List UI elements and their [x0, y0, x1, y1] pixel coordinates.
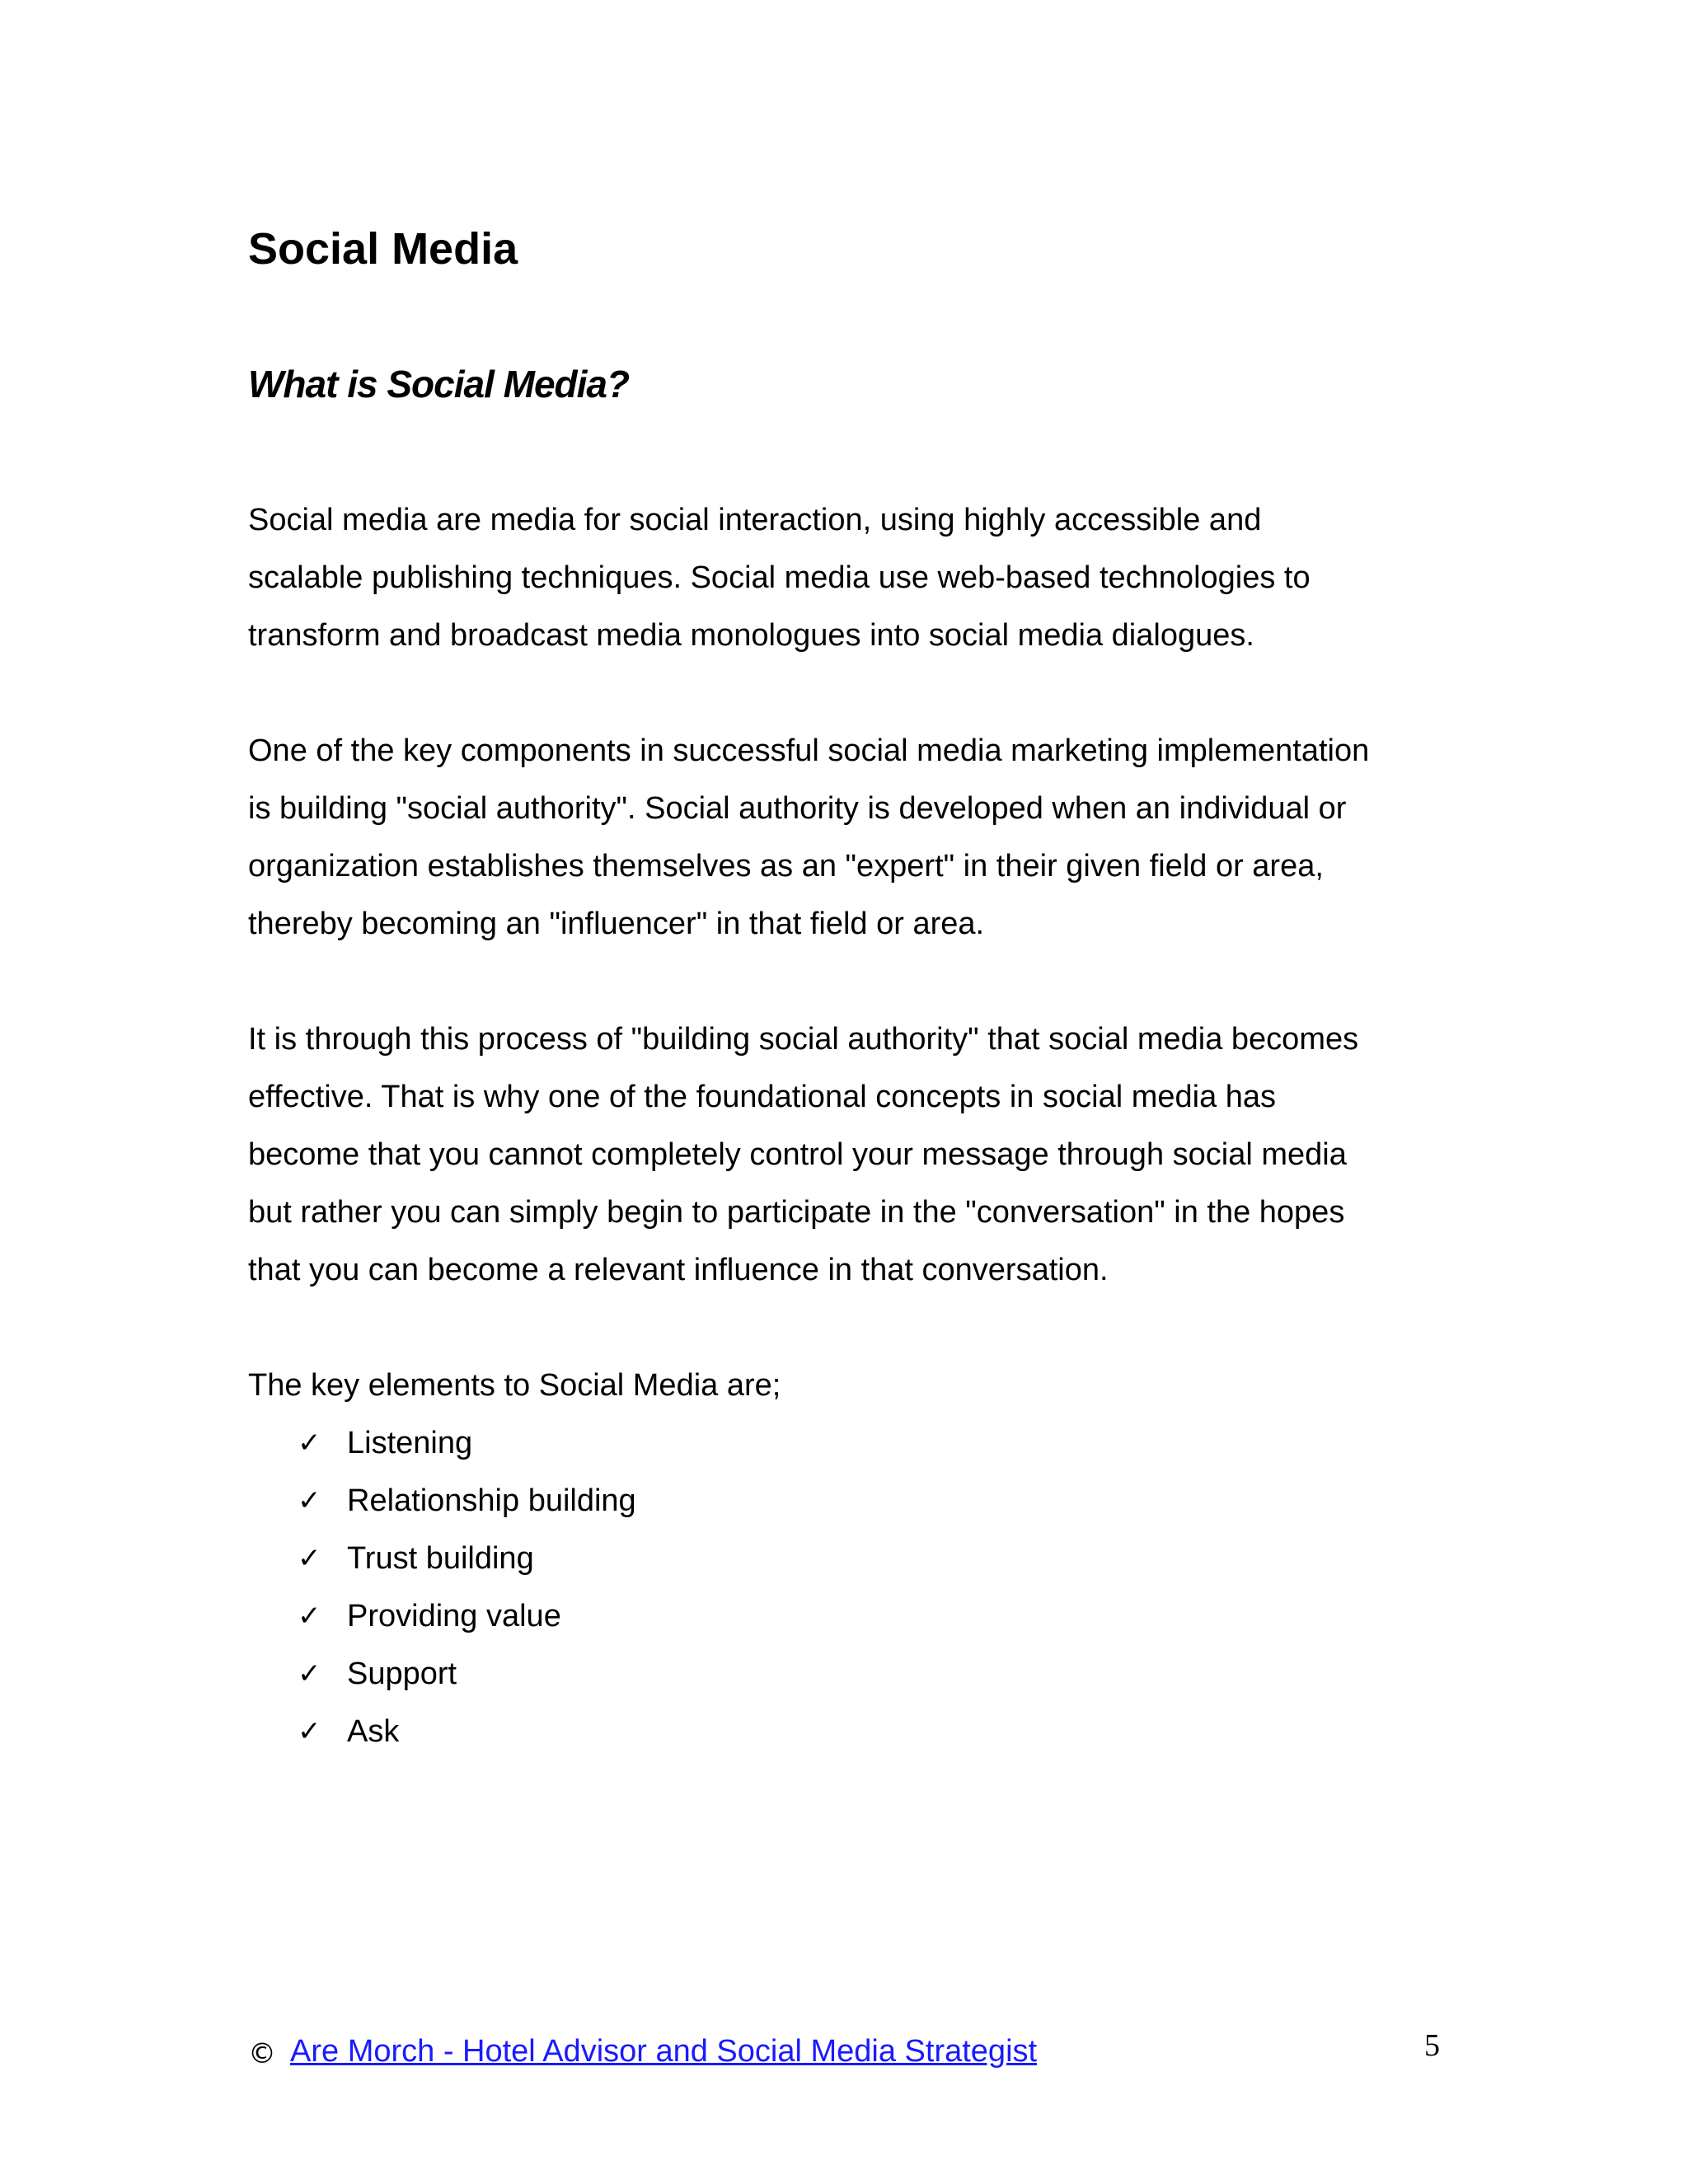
list-item	[248, 1530, 1460, 1587]
list-item	[248, 1414, 1460, 1472]
list-item	[248, 1703, 1460, 1760]
list-item-label: Providing value	[347, 1598, 561, 1633]
paragraph-line: that you can become a relevant influence in that conversation.	[248, 1252, 1109, 1287]
list-item-label: Ask	[347, 1713, 400, 1749]
checkmark-icon: ✓	[298, 1599, 321, 1633]
page-content	[248, 223, 1460, 1760]
paragraph-line: transform and broadcast media monologues into social media dialogues.	[248, 617, 1254, 653]
paragraph-conversation	[248, 1010, 1460, 1299]
key-elements-list	[248, 1414, 1460, 1760]
checkmark-icon: ✓	[298, 1426, 321, 1460]
paragraph-line: thereby becoming an "influencer" in that field or area.	[248, 906, 985, 941]
page-number: 5	[1424, 2028, 1440, 2063]
paragraph-definition	[248, 491, 1460, 664]
page-title: Social Media	[248, 224, 518, 274]
list-item	[248, 1587, 1460, 1645]
section-subtitle: What is Social Media?	[248, 362, 630, 405]
list-item-label: Trust building	[347, 1540, 534, 1576]
list-item-label: Relationship building	[347, 1483, 636, 1518]
list-item-label: Listening	[347, 1425, 473, 1460]
paragraph-line: become that you cannot completely control your message through social media	[248, 1137, 1347, 1172]
checkmark-icon: ✓	[298, 1714, 321, 1748]
list-intro: The key elements to Social Media are;	[248, 1367, 781, 1403]
paragraph-line: scalable publishing techniques. Social media use web-based technologies to	[248, 560, 1311, 595]
paragraph-line: is building "social authority". Social authority is developed when an individual or	[248, 790, 1347, 826]
checkmark-icon: ✓	[298, 1541, 321, 1575]
paragraph-line: organization establishes themselves as an "expert" in their given field or area,	[248, 848, 1324, 883]
copyright-icon: ©	[248, 2037, 276, 2070]
paragraph-social-authority	[248, 722, 1460, 953]
definition-term: Social media	[248, 502, 428, 537]
checkmark-icon: ✓	[298, 1483, 321, 1517]
paragraph-line: It is through this process of "building social authority" that social media becomes	[248, 1021, 1359, 1057]
checkmark-icon: ✓	[298, 1657, 321, 1690]
list-item	[248, 1472, 1460, 1530]
paragraph-line: One of the key components in successful social media marketing implementation	[248, 733, 1370, 768]
paragraph-line: effective. That is why one of the foundational concepts in social media has	[248, 1079, 1277, 1114]
list-item	[248, 1645, 1460, 1703]
paragraph-line: are media for social interaction, using highly accessible and	[427, 502, 1262, 537]
paragraph-line: but rather you can simply begin to participate in the "conversation" in the hopes	[248, 1194, 1345, 1230]
page-footer	[248, 2028, 1468, 2083]
author-link[interactable]: Are Morch - Hotel Advisor and Social Media Strategist	[290, 2034, 1038, 2069]
list-item-label: Support	[347, 1656, 457, 1691]
